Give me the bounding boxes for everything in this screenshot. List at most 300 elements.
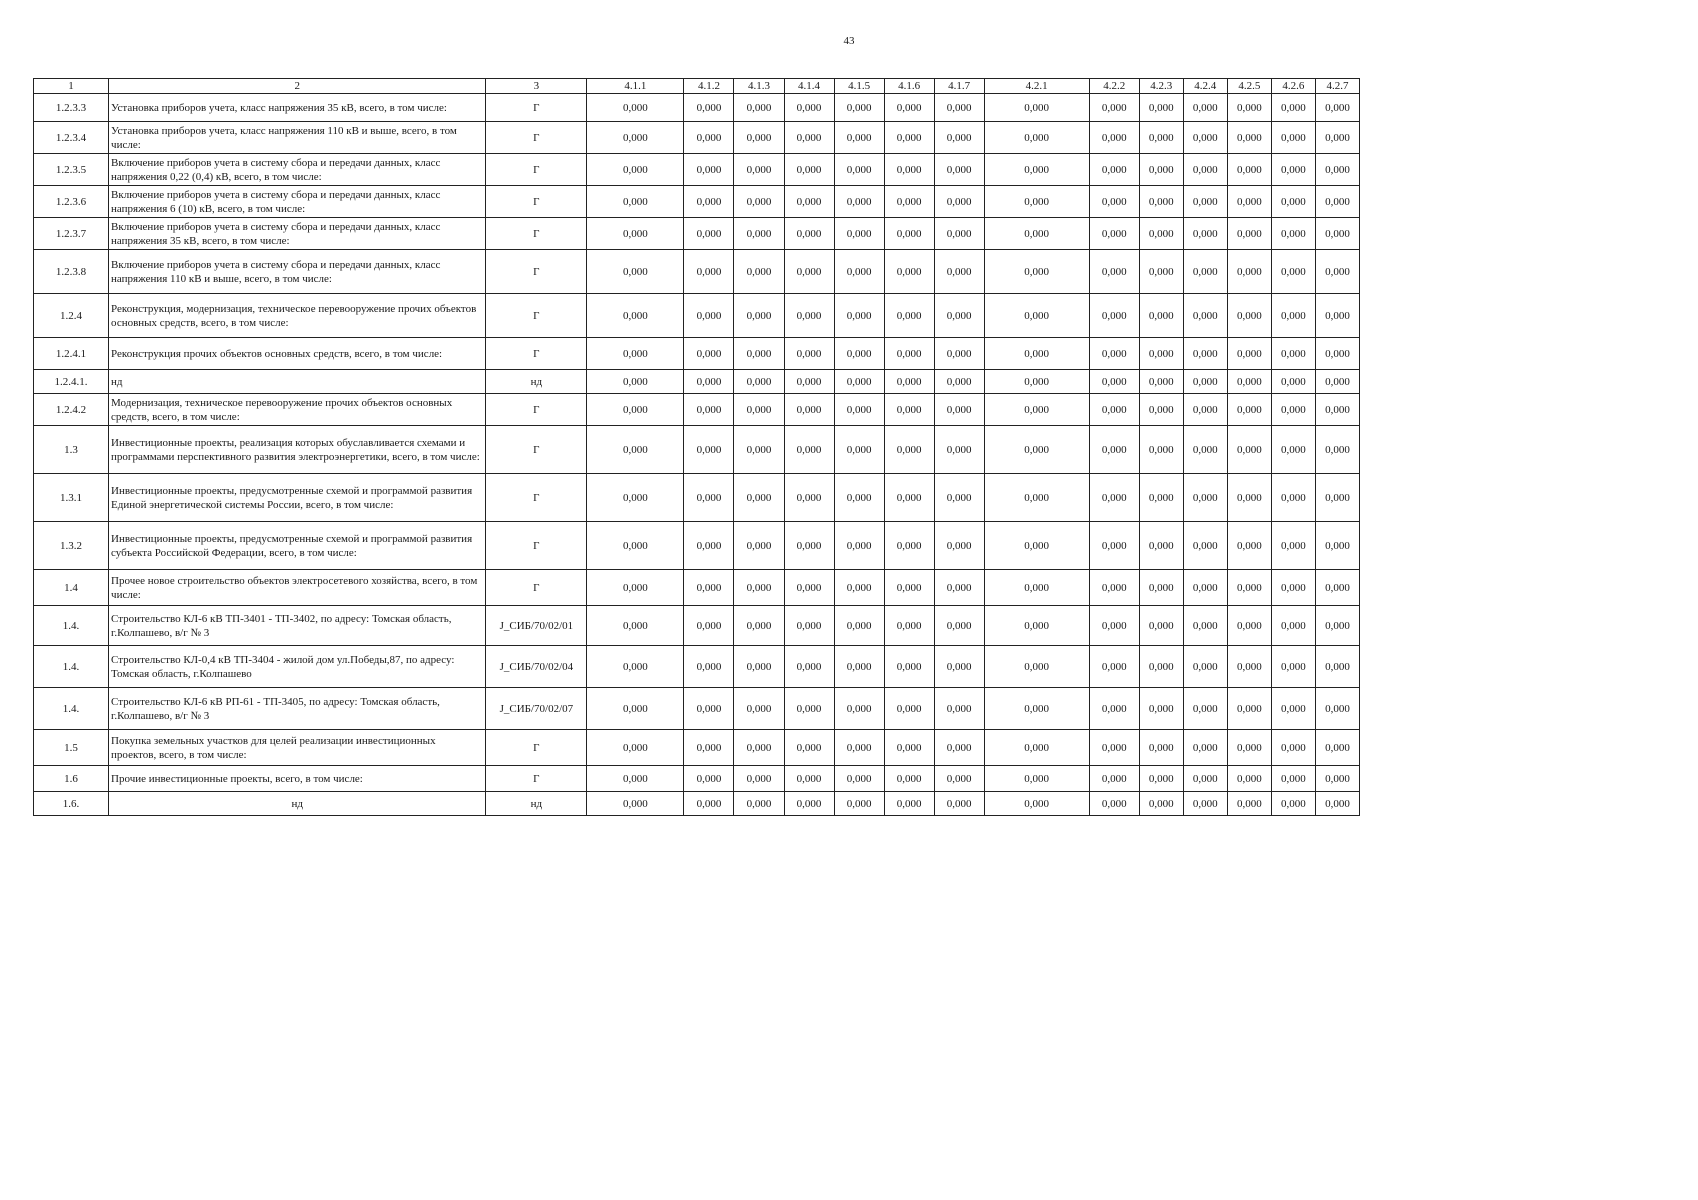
value-cell: 0,000 <box>934 474 984 522</box>
value-cell: 0,000 <box>1089 218 1139 250</box>
value-cell: 0,000 <box>1183 688 1227 730</box>
table-row <box>34 154 1360 186</box>
value-cell: 0,000 <box>984 250 1089 294</box>
value-cell: 0,000 <box>1089 606 1139 646</box>
value-cell: 0,000 <box>984 370 1089 394</box>
value-cell: 0,000 <box>1139 338 1183 370</box>
row-number-cell: 1.2.3.8 <box>34 250 109 294</box>
row-number-cell: 1.2.3.4 <box>34 122 109 154</box>
value-cell: 0,000 <box>884 766 934 792</box>
value-cell: 0,000 <box>684 474 734 522</box>
value-cell: 0,000 <box>884 370 934 394</box>
value-cell: 0,000 <box>734 766 784 792</box>
value-cell: 0,000 <box>1089 338 1139 370</box>
value-cell: 0,000 <box>884 250 934 294</box>
row-name-cell: Включение приборов учета в систему сбора и передачи данных, класс напряжения 0,22 (0,4) кВ, всего, в том числе: <box>109 154 486 186</box>
column-header: 4.2.2 <box>1089 79 1139 94</box>
value-cell: 0,000 <box>1183 730 1227 766</box>
value-cell: 0,000 <box>1139 250 1183 294</box>
row-code-cell: J_СИБ/70/02/07 <box>486 688 587 730</box>
value-cell: 0,000 <box>884 688 934 730</box>
value-cell: 0,000 <box>1089 792 1139 816</box>
value-cell: 0,000 <box>784 250 834 294</box>
row-code-cell: Г <box>486 94 587 122</box>
table-row <box>34 294 1360 338</box>
value-cell: 0,000 <box>1183 186 1227 218</box>
table-row <box>34 646 1360 688</box>
value-cell: 0,000 <box>884 606 934 646</box>
value-cell: 0,000 <box>884 730 934 766</box>
column-header: 1 <box>34 79 109 94</box>
value-cell: 0,000 <box>1227 646 1271 688</box>
row-code-cell: Г <box>486 474 587 522</box>
value-cell: 0,000 <box>834 186 884 218</box>
value-cell: 0,000 <box>1183 394 1227 426</box>
value-cell: 0,000 <box>1315 570 1359 606</box>
column-header: 4.1.6 <box>884 79 934 94</box>
value-cell: 0,000 <box>884 94 934 122</box>
row-code-cell: J_СИБ/70/02/04 <box>486 646 587 688</box>
value-cell: 0,000 <box>984 606 1089 646</box>
row-name-cell: Строительство КЛ-6 кВ ТП-3401 - ТП-3402, по адресу: Томская область, г.Колпашево, в/г № 3 <box>109 606 486 646</box>
value-cell: 0,000 <box>784 338 834 370</box>
value-cell: 0,000 <box>1227 474 1271 522</box>
row-name-cell: Установка приборов учета, класс напряжения 35 кВ, всего, в том числе: <box>109 94 486 122</box>
value-cell: 0,000 <box>984 522 1089 570</box>
value-cell: 0,000 <box>1139 294 1183 338</box>
value-cell: 0,000 <box>1271 218 1315 250</box>
row-name-cell: нд <box>109 370 486 394</box>
row-name-cell: Прочие инвестиционные проекты, всего, в том числе: <box>109 766 486 792</box>
value-cell: 0,000 <box>834 370 884 394</box>
value-cell: 0,000 <box>1227 154 1271 186</box>
column-header: 4.1.5 <box>834 79 884 94</box>
value-cell: 0,000 <box>1315 688 1359 730</box>
value-cell: 0,000 <box>734 730 784 766</box>
value-cell: 0,000 <box>1271 426 1315 474</box>
value-cell: 0,000 <box>684 94 734 122</box>
value-cell: 0,000 <box>934 186 984 218</box>
value-cell: 0,000 <box>587 606 684 646</box>
value-cell: 0,000 <box>834 606 884 646</box>
value-cell: 0,000 <box>784 426 834 474</box>
value-cell: 0,000 <box>684 570 734 606</box>
value-cell: 0,000 <box>684 766 734 792</box>
row-number-cell: 1.2.3.5 <box>34 154 109 186</box>
value-cell: 0,000 <box>587 394 684 426</box>
value-cell: 0,000 <box>1089 766 1139 792</box>
value-cell: 0,000 <box>734 688 784 730</box>
value-cell: 0,000 <box>934 122 984 154</box>
value-cell: 0,000 <box>884 122 934 154</box>
value-cell: 0,000 <box>1227 338 1271 370</box>
row-number-cell: 1.4. <box>34 646 109 688</box>
value-cell: 0,000 <box>934 570 984 606</box>
row-name-cell: Строительство КЛ-0,4 кВ ТП-3404 - жилой дом ул.Победы,87, по адресу: Томская область, г.Колпашево <box>109 646 486 688</box>
row-code-cell: Г <box>486 730 587 766</box>
value-cell: 0,000 <box>734 94 784 122</box>
value-cell: 0,000 <box>1227 522 1271 570</box>
value-cell: 0,000 <box>587 474 684 522</box>
value-cell: 0,000 <box>587 426 684 474</box>
value-cell: 0,000 <box>1139 522 1183 570</box>
value-cell: 0,000 <box>1315 186 1359 218</box>
value-cell: 0,000 <box>984 474 1089 522</box>
value-cell: 0,000 <box>1227 250 1271 294</box>
value-cell: 0,000 <box>1089 186 1139 218</box>
value-cell: 0,000 <box>784 792 834 816</box>
value-cell: 0,000 <box>1139 474 1183 522</box>
value-cell: 0,000 <box>587 570 684 606</box>
table-row <box>34 218 1360 250</box>
column-header: 4.2.5 <box>1227 79 1271 94</box>
row-code-cell: Г <box>486 154 587 186</box>
table-row <box>34 370 1360 394</box>
value-cell: 0,000 <box>1271 474 1315 522</box>
value-cell: 0,000 <box>784 122 834 154</box>
value-cell: 0,000 <box>684 122 734 154</box>
value-cell: 0,000 <box>1183 570 1227 606</box>
value-cell: 0,000 <box>587 730 684 766</box>
value-cell: 0,000 <box>1315 474 1359 522</box>
value-cell: 0,000 <box>784 606 834 646</box>
value-cell: 0,000 <box>1183 646 1227 688</box>
value-cell: 0,000 <box>1315 294 1359 338</box>
value-cell: 0,000 <box>734 646 784 688</box>
value-cell: 0,000 <box>684 688 734 730</box>
value-cell: 0,000 <box>587 122 684 154</box>
value-cell: 0,000 <box>784 688 834 730</box>
value-cell: 0,000 <box>1271 294 1315 338</box>
row-number-cell: 1.2.4.1. <box>34 370 109 394</box>
value-cell: 0,000 <box>684 792 734 816</box>
column-header: 4.1.2 <box>684 79 734 94</box>
value-cell: 0,000 <box>587 522 684 570</box>
column-header: 2 <box>109 79 486 94</box>
value-cell: 0,000 <box>1139 792 1183 816</box>
value-cell: 0,000 <box>984 688 1089 730</box>
value-cell: 0,000 <box>984 338 1089 370</box>
value-cell: 0,000 <box>1139 766 1183 792</box>
column-header: 4.1.3 <box>734 79 784 94</box>
value-cell: 0,000 <box>734 522 784 570</box>
value-cell: 0,000 <box>1139 186 1183 218</box>
value-cell: 0,000 <box>734 426 784 474</box>
table-row <box>34 122 1360 154</box>
value-cell: 0,000 <box>934 154 984 186</box>
row-code-cell: Г <box>486 394 587 426</box>
table-row <box>34 766 1360 792</box>
value-cell: 0,000 <box>734 394 784 426</box>
value-cell: 0,000 <box>734 338 784 370</box>
table-row <box>34 792 1360 816</box>
value-cell: 0,000 <box>587 370 684 394</box>
value-cell: 0,000 <box>1271 570 1315 606</box>
value-cell: 0,000 <box>587 294 684 338</box>
value-cell: 0,000 <box>1139 570 1183 606</box>
value-cell: 0,000 <box>1139 688 1183 730</box>
row-number-cell: 1.2.4.2 <box>34 394 109 426</box>
value-cell: 0,000 <box>734 186 784 218</box>
header-row <box>34 79 1360 94</box>
value-cell: 0,000 <box>984 426 1089 474</box>
value-cell: 0,000 <box>1227 792 1271 816</box>
row-name-cell: нд <box>109 792 486 816</box>
value-cell: 0,000 <box>587 766 684 792</box>
value-cell: 0,000 <box>934 688 984 730</box>
row-name-cell: Инвестиционные проекты, предусмотренные схемой и программой развития субъекта Российской Федерации, всего, в том числе: <box>109 522 486 570</box>
row-name-cell: Включение приборов учета в систему сбора и передачи данных, класс напряжения 35 кВ, всего, в том числе: <box>109 218 486 250</box>
row-code-cell: Г <box>486 218 587 250</box>
row-name-cell: Включение приборов учета в систему сбора и передачи данных, класс напряжения 110 кВ и выше, всего, в том числе: <box>109 250 486 294</box>
value-cell: 0,000 <box>834 766 884 792</box>
value-cell: 0,000 <box>587 186 684 218</box>
value-cell: 0,000 <box>1183 94 1227 122</box>
value-cell: 0,000 <box>834 688 884 730</box>
value-cell: 0,000 <box>1271 792 1315 816</box>
row-number-cell: 1.4. <box>34 688 109 730</box>
value-cell: 0,000 <box>1139 730 1183 766</box>
value-cell: 0,000 <box>1183 792 1227 816</box>
row-name-cell: Модернизация, техническое перевооружение прочих объектов основных средств, всего, в том числе: <box>109 394 486 426</box>
value-cell: 0,000 <box>784 646 834 688</box>
value-cell: 0,000 <box>1089 294 1139 338</box>
column-header: 4.2.4 <box>1183 79 1227 94</box>
value-cell: 0,000 <box>834 646 884 688</box>
value-cell: 0,000 <box>984 730 1089 766</box>
value-cell: 0,000 <box>1315 94 1359 122</box>
table-row <box>34 606 1360 646</box>
value-cell: 0,000 <box>1089 94 1139 122</box>
value-cell: 0,000 <box>734 606 784 646</box>
value-cell: 0,000 <box>1315 154 1359 186</box>
value-cell: 0,000 <box>984 122 1089 154</box>
value-cell: 0,000 <box>1315 730 1359 766</box>
value-cell: 0,000 <box>984 792 1089 816</box>
row-number-cell: 1.4. <box>34 606 109 646</box>
value-cell: 0,000 <box>684 606 734 646</box>
value-cell: 0,000 <box>1089 250 1139 294</box>
value-cell: 0,000 <box>1227 688 1271 730</box>
value-cell: 0,000 <box>784 94 834 122</box>
value-cell: 0,000 <box>884 426 934 474</box>
value-cell: 0,000 <box>684 294 734 338</box>
value-cell: 0,000 <box>834 426 884 474</box>
value-cell: 0,000 <box>784 474 834 522</box>
value-cell: 0,000 <box>1139 394 1183 426</box>
value-cell: 0,000 <box>834 474 884 522</box>
value-cell: 0,000 <box>587 688 684 730</box>
value-cell: 0,000 <box>1315 370 1359 394</box>
value-cell: 0,000 <box>1271 186 1315 218</box>
row-name-cell: Реконструкция, модернизация, техническое перевооружение прочих объектов основных средств, всего, в том числе: <box>109 294 486 338</box>
row-code-cell: Г <box>486 294 587 338</box>
value-cell: 0,000 <box>1271 154 1315 186</box>
value-cell: 0,000 <box>1227 606 1271 646</box>
value-cell: 0,000 <box>834 94 884 122</box>
table-row <box>34 394 1360 426</box>
value-cell: 0,000 <box>834 338 884 370</box>
value-cell: 0,000 <box>684 154 734 186</box>
table-row <box>34 426 1360 474</box>
value-cell: 0,000 <box>1183 370 1227 394</box>
table-body <box>34 94 1360 816</box>
value-cell: 0,000 <box>934 646 984 688</box>
value-cell: 0,000 <box>734 474 784 522</box>
value-cell: 0,000 <box>684 646 734 688</box>
value-cell: 0,000 <box>1315 522 1359 570</box>
value-cell: 0,000 <box>587 250 684 294</box>
value-cell: 0,000 <box>1139 426 1183 474</box>
row-number-cell: 1.3.1 <box>34 474 109 522</box>
value-cell: 0,000 <box>1271 522 1315 570</box>
value-cell: 0,000 <box>984 646 1089 688</box>
value-cell: 0,000 <box>1089 394 1139 426</box>
value-cell: 0,000 <box>1315 394 1359 426</box>
value-cell: 0,000 <box>884 792 934 816</box>
value-cell: 0,000 <box>734 792 784 816</box>
table-row <box>34 688 1360 730</box>
table-row <box>34 250 1360 294</box>
table-row <box>34 730 1360 766</box>
value-cell: 0,000 <box>784 294 834 338</box>
value-cell: 0,000 <box>934 250 984 294</box>
value-cell: 0,000 <box>684 730 734 766</box>
column-header: 4.2.3 <box>1139 79 1183 94</box>
table-row <box>34 570 1360 606</box>
value-cell: 0,000 <box>1315 218 1359 250</box>
row-code-cell: Г <box>486 570 587 606</box>
row-name-cell: Покупка земельных участков для целей реализации инвестиционных проектов, всего, в том числе: <box>109 730 486 766</box>
value-cell: 0,000 <box>1227 186 1271 218</box>
investment-table <box>33 78 1360 816</box>
column-header: 4.2.1 <box>984 79 1089 94</box>
row-code-cell: нд <box>486 792 587 816</box>
value-cell: 0,000 <box>1139 94 1183 122</box>
value-cell: 0,000 <box>1271 250 1315 294</box>
value-cell: 0,000 <box>784 154 834 186</box>
value-cell: 0,000 <box>834 730 884 766</box>
value-cell: 0,000 <box>1183 154 1227 186</box>
row-number-cell: 1.2.4.1 <box>34 338 109 370</box>
value-cell: 0,000 <box>1183 218 1227 250</box>
value-cell: 0,000 <box>1089 730 1139 766</box>
value-cell: 0,000 <box>734 122 784 154</box>
value-cell: 0,000 <box>784 730 834 766</box>
column-header: 4.1.7 <box>934 79 984 94</box>
value-cell: 0,000 <box>1271 338 1315 370</box>
value-cell: 0,000 <box>784 522 834 570</box>
value-cell: 0,000 <box>1089 570 1139 606</box>
value-cell: 0,000 <box>1089 370 1139 394</box>
row-number-cell: 1.6 <box>34 766 109 792</box>
value-cell: 0,000 <box>1227 218 1271 250</box>
page-number: 43 <box>843 35 855 47</box>
row-name-cell: Инвестиционные проекты, предусмотренные схемой и программой развития Единой энергетической системы России, всего, в том числе: <box>109 474 486 522</box>
column-header: 4.1.1 <box>587 79 684 94</box>
table-row <box>34 94 1360 122</box>
value-cell: 0,000 <box>1227 394 1271 426</box>
value-cell: 0,000 <box>684 250 734 294</box>
value-cell: 0,000 <box>1227 370 1271 394</box>
row-name-cell: Реконструкция прочих объектов основных средств, всего, в том числе: <box>109 338 486 370</box>
value-cell: 0,000 <box>1227 94 1271 122</box>
row-number-cell: 1.6. <box>34 792 109 816</box>
value-cell: 0,000 <box>984 218 1089 250</box>
value-cell: 0,000 <box>884 522 934 570</box>
value-cell: 0,000 <box>684 218 734 250</box>
value-cell: 0,000 <box>587 94 684 122</box>
value-cell: 0,000 <box>834 522 884 570</box>
value-cell: 0,000 <box>784 370 834 394</box>
row-code-cell: Г <box>486 426 587 474</box>
value-cell: 0,000 <box>784 570 834 606</box>
value-cell: 0,000 <box>884 646 934 688</box>
value-cell: 0,000 <box>1183 250 1227 294</box>
value-cell: 0,000 <box>1315 122 1359 154</box>
value-cell: 0,000 <box>984 394 1089 426</box>
value-cell: 0,000 <box>734 218 784 250</box>
value-cell: 0,000 <box>1315 338 1359 370</box>
row-code-cell: Г <box>486 766 587 792</box>
value-cell: 0,000 <box>884 186 934 218</box>
value-cell: 0,000 <box>684 370 734 394</box>
value-cell: 0,000 <box>884 294 934 338</box>
value-cell: 0,000 <box>984 154 1089 186</box>
value-cell: 0,000 <box>1227 730 1271 766</box>
value-cell: 0,000 <box>934 218 984 250</box>
value-cell: 0,000 <box>1089 154 1139 186</box>
value-cell: 0,000 <box>984 294 1089 338</box>
value-cell: 0,000 <box>934 394 984 426</box>
value-cell: 0,000 <box>1183 426 1227 474</box>
value-cell: 0,000 <box>1315 250 1359 294</box>
value-cell: 0,000 <box>734 570 784 606</box>
value-cell: 0,000 <box>1271 730 1315 766</box>
row-code-cell: нд <box>486 370 587 394</box>
row-code-cell: J_СИБ/70/02/01 <box>486 606 587 646</box>
value-cell: 0,000 <box>1271 766 1315 792</box>
row-name-cell: Включение приборов учета в систему сбора и передачи данных, класс напряжения 6 (10) кВ, всего, в том числе: <box>109 186 486 218</box>
value-cell: 0,000 <box>1271 122 1315 154</box>
value-cell: 0,000 <box>1139 122 1183 154</box>
value-cell: 0,000 <box>684 426 734 474</box>
value-cell: 0,000 <box>934 294 984 338</box>
value-cell: 0,000 <box>1139 154 1183 186</box>
value-cell: 0,000 <box>984 570 1089 606</box>
value-cell: 0,000 <box>1183 606 1227 646</box>
table-row <box>34 186 1360 218</box>
value-cell: 0,000 <box>834 394 884 426</box>
value-cell: 0,000 <box>1183 122 1227 154</box>
value-cell: 0,000 <box>984 766 1089 792</box>
value-cell: 0,000 <box>1271 370 1315 394</box>
value-cell: 0,000 <box>784 766 834 792</box>
value-cell: 0,000 <box>684 394 734 426</box>
row-number-cell: 1.4 <box>34 570 109 606</box>
value-cell: 0,000 <box>1271 646 1315 688</box>
value-cell: 0,000 <box>834 218 884 250</box>
table-row <box>34 474 1360 522</box>
value-cell: 0,000 <box>1227 766 1271 792</box>
value-cell: 0,000 <box>934 370 984 394</box>
column-header: 4.1.4 <box>784 79 834 94</box>
value-cell: 0,000 <box>884 474 934 522</box>
value-cell: 0,000 <box>834 792 884 816</box>
value-cell: 0,000 <box>1183 474 1227 522</box>
row-name-cell: Установка приборов учета, класс напряжения 110 кВ и выше, всего, в том числе: <box>109 122 486 154</box>
row-number-cell: 1.2.3.7 <box>34 218 109 250</box>
